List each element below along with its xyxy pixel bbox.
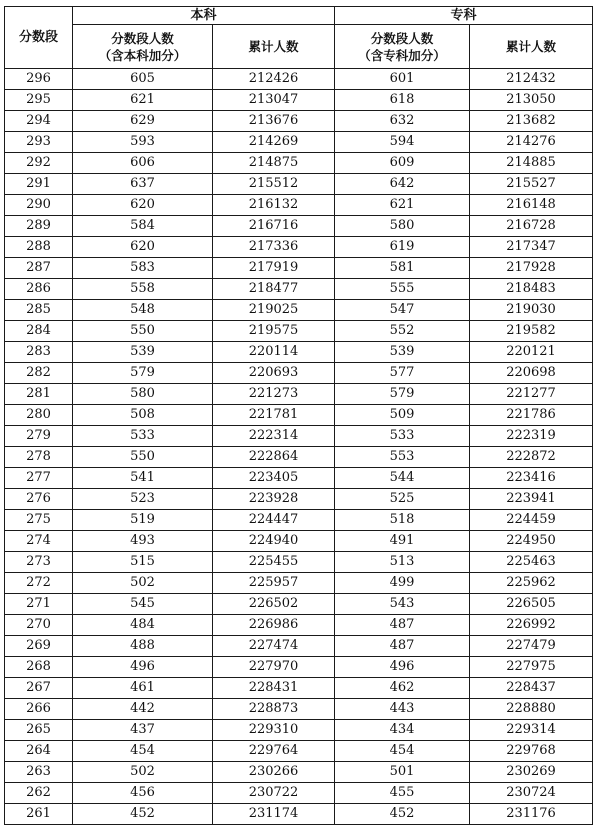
benke-count-cell: 558 (73, 279, 213, 300)
table-row (5, 678, 593, 699)
benke-count-cell: 493 (73, 531, 213, 552)
table-row (5, 573, 593, 594)
benke-cumulative-cell: 226502 (213, 594, 335, 615)
score-band-cell: 262 (5, 783, 73, 804)
benke-cumulative-cell: 218477 (213, 279, 335, 300)
score-band-cell: 291 (5, 174, 73, 195)
benke-cumulative-cell: 230266 (213, 762, 335, 783)
zhuanke-cumulative-cell: 221786 (470, 405, 593, 426)
benke-count-cell: 629 (73, 111, 213, 132)
benke-count-cell: 484 (73, 615, 213, 636)
zhuanke-count-cell: 601 (335, 69, 470, 90)
zhuanke-cumulative-cell: 220121 (470, 342, 593, 363)
zhuanke-cumulative-cell: 230269 (470, 762, 593, 783)
zhuanke-cumulative-cell: 222319 (470, 426, 593, 447)
benke-cumulative-cell: 224447 (213, 510, 335, 531)
zhuanke-count-cell: 544 (335, 468, 470, 489)
table-row (5, 552, 593, 573)
zhuanke-group-header: 专科 (335, 7, 593, 25)
zhuanke-count-cell: 581 (335, 258, 470, 279)
zhuanke-count-cell: 555 (335, 279, 470, 300)
score-distribution-table (4, 6, 593, 825)
benke-count-cell: 533 (73, 426, 213, 447)
header-row-top (5, 7, 593, 25)
zhuanke-cumulative-cell: 229314 (470, 720, 593, 741)
zhuanke-count-cell: 642 (335, 174, 470, 195)
zhuanke-count-cell: 580 (335, 216, 470, 237)
benke-group-header: 本科 (73, 7, 335, 25)
zhuanke-count-cell: 547 (335, 300, 470, 321)
zhuanke-cumulative-cell: 216148 (470, 195, 593, 216)
zhuanke-count-cell: 618 (335, 90, 470, 111)
benke-count-cell: 437 (73, 720, 213, 741)
score-band-cell: 275 (5, 510, 73, 531)
benke-count-cell: 502 (73, 573, 213, 594)
benke-count-cell: 620 (73, 237, 213, 258)
score-band-cell: 270 (5, 615, 73, 636)
table-row (5, 384, 593, 405)
benke-cumulative-cell: 213047 (213, 90, 335, 111)
benke-count-cell: 621 (73, 90, 213, 111)
zhuanke-count-cell: 609 (335, 153, 470, 174)
benke-cumulative-cell: 231174 (213, 804, 335, 825)
zhuanke-cumulative-cell: 228437 (470, 678, 593, 699)
benke-cumulative-cell: 217919 (213, 258, 335, 279)
zhuanke-count-header (335, 25, 470, 69)
zhuanke-cumulative-cell: 215527 (470, 174, 593, 195)
benke-count-cell: 580 (73, 384, 213, 405)
table-row (5, 195, 593, 216)
zhuanke-cumulative-cell: 217347 (470, 237, 593, 258)
zhuanke-count-cell: 509 (335, 405, 470, 426)
zhuanke-cumulative-cell: 219030 (470, 300, 593, 321)
zhuanke-cumulative-cell: 228880 (470, 699, 593, 720)
zhuanke-count-cell: 579 (335, 384, 470, 405)
benke-cumulative-cell: 224940 (213, 531, 335, 552)
score-band-cell: 274 (5, 531, 73, 552)
table-row (5, 132, 593, 153)
benke-count-cell: 515 (73, 552, 213, 573)
table-row (5, 426, 593, 447)
benke-cumulative-cell: 227970 (213, 657, 335, 678)
benke-count-cell: 545 (73, 594, 213, 615)
benke-cumulative-cell: 214269 (213, 132, 335, 153)
benke-count-cell: 579 (73, 363, 213, 384)
benke-cumulative-cell: 214875 (213, 153, 335, 174)
score-band-cell: 294 (5, 111, 73, 132)
score-band-cell: 261 (5, 804, 73, 825)
score-band-cell: 282 (5, 363, 73, 384)
zhuanke-count-header-line1: 分数段人数 (370, 30, 434, 46)
zhuanke-count-cell: 443 (335, 699, 470, 720)
score-band-cell: 295 (5, 90, 73, 111)
table-row (5, 237, 593, 258)
benke-cumulative-header: 累计人数 (213, 25, 335, 69)
score-band-cell: 290 (5, 195, 73, 216)
table-row (5, 657, 593, 678)
score-band-cell: 269 (5, 636, 73, 657)
table-row (5, 111, 593, 132)
zhuanke-cumulative-cell: 213050 (470, 90, 593, 111)
zhuanke-cumulative-cell: 222872 (470, 447, 593, 468)
zhuanke-count-cell: 632 (335, 111, 470, 132)
zhuanke-count-cell: 491 (335, 531, 470, 552)
score-band-cell: 286 (5, 279, 73, 300)
zhuanke-count-cell: 518 (335, 510, 470, 531)
score-band-cell: 271 (5, 594, 73, 615)
score-band-cell: 292 (5, 153, 73, 174)
benke-cumulative-cell: 222864 (213, 447, 335, 468)
score-band-cell: 276 (5, 489, 73, 510)
zhuanke-count-cell: 513 (335, 552, 470, 573)
zhuanke-count-cell: 594 (335, 132, 470, 153)
table-row (5, 762, 593, 783)
score-band-cell: 263 (5, 762, 73, 783)
zhuanke-cumulative-cell: 218483 (470, 279, 593, 300)
table-row (5, 594, 593, 615)
table-row (5, 804, 593, 825)
table-row (5, 321, 593, 342)
benke-cumulative-cell: 229764 (213, 741, 335, 762)
table-row (5, 90, 593, 111)
benke-count-cell: 583 (73, 258, 213, 279)
zhuanke-cumulative-cell: 231176 (470, 804, 593, 825)
zhuanke-cumulative-cell: 213682 (470, 111, 593, 132)
table-row (5, 741, 593, 762)
benke-count-header-line1: 分数段人数 (111, 30, 174, 46)
benke-count-cell: 456 (73, 783, 213, 804)
zhuanke-count-cell: 525 (335, 489, 470, 510)
benke-count-header (73, 25, 213, 69)
score-band-cell: 283 (5, 342, 73, 363)
zhuanke-cumulative-cell: 223416 (470, 468, 593, 489)
zhuanke-cumulative-cell: 226992 (470, 615, 593, 636)
benke-cumulative-cell: 226986 (213, 615, 335, 636)
zhuanke-cumulative-cell: 225463 (470, 552, 593, 573)
zhuanke-cumulative-cell: 214276 (470, 132, 593, 153)
benke-count-cell: 548 (73, 300, 213, 321)
benke-cumulative-cell: 220114 (213, 342, 335, 363)
score-band-cell: 285 (5, 300, 73, 321)
zhuanke-cumulative-cell: 225962 (470, 573, 593, 594)
score-band-cell: 267 (5, 678, 73, 699)
benke-count-cell: 606 (73, 153, 213, 174)
score-band-header: 分数段 (5, 7, 73, 69)
zhuanke-count-cell: 533 (335, 426, 470, 447)
zhuanke-cumulative-cell: 214885 (470, 153, 593, 174)
zhuanke-cumulative-cell: 224459 (470, 510, 593, 531)
score-band-cell: 266 (5, 699, 73, 720)
benke-count-cell: 496 (73, 657, 213, 678)
zhuanke-cumulative-cell: 212432 (470, 69, 593, 90)
table-row (5, 510, 593, 531)
benke-cumulative-cell: 228431 (213, 678, 335, 699)
benke-cumulative-cell: 219575 (213, 321, 335, 342)
benke-count-cell: 452 (73, 804, 213, 825)
score-band-cell: 281 (5, 384, 73, 405)
zhuanke-cumulative-cell: 217928 (470, 258, 593, 279)
zhuanke-cumulative-cell: 219582 (470, 321, 593, 342)
zhuanke-count-cell: 501 (335, 762, 470, 783)
benke-cumulative-cell: 229310 (213, 720, 335, 741)
zhuanke-count-cell: 434 (335, 720, 470, 741)
benke-count-cell: 605 (73, 69, 213, 90)
zhuanke-count-cell: 577 (335, 363, 470, 384)
table-row (5, 363, 593, 384)
benke-cumulative-cell: 216716 (213, 216, 335, 237)
benke-count-cell: 442 (73, 699, 213, 720)
score-band-cell: 296 (5, 69, 73, 90)
zhuanke-count-cell: 619 (335, 237, 470, 258)
zhuanke-count-cell: 487 (335, 636, 470, 657)
zhuanke-cumulative-cell: 224950 (470, 531, 593, 552)
zhuanke-count-cell: 552 (335, 321, 470, 342)
score-band-cell: 264 (5, 741, 73, 762)
score-band-cell: 278 (5, 447, 73, 468)
table-row (5, 258, 593, 279)
table-header (5, 7, 593, 69)
benke-count-cell: 508 (73, 405, 213, 426)
zhuanke-cumulative-cell: 226505 (470, 594, 593, 615)
score-band-cell: 277 (5, 468, 73, 489)
table-row (5, 405, 593, 426)
zhuanke-count-header-line2: （含专科加分） (358, 47, 446, 63)
table-row (5, 174, 593, 195)
benke-count-cell: 541 (73, 468, 213, 489)
zhuanke-cumulative-cell: 223941 (470, 489, 593, 510)
score-band-cell: 268 (5, 657, 73, 678)
benke-cumulative-cell: 230722 (213, 783, 335, 804)
table-row (5, 615, 593, 636)
zhuanke-count-cell: 452 (335, 804, 470, 825)
zhuanke-count-cell: 496 (335, 657, 470, 678)
score-band-cell: 279 (5, 426, 73, 447)
zhuanke-count-cell: 487 (335, 615, 470, 636)
zhuanke-count-cell: 454 (335, 741, 470, 762)
table-row (5, 783, 593, 804)
benke-cumulative-cell: 221781 (213, 405, 335, 426)
score-distribution-table-container (4, 6, 592, 825)
zhuanke-cumulative-cell: 227479 (470, 636, 593, 657)
benke-count-cell: 461 (73, 678, 213, 699)
table-row (5, 216, 593, 237)
benke-count-cell: 539 (73, 342, 213, 363)
benke-count-cell: 454 (73, 741, 213, 762)
zhuanke-cumulative-cell: 230724 (470, 783, 593, 804)
zhuanke-count-cell: 455 (335, 783, 470, 804)
benke-cumulative-cell: 220693 (213, 363, 335, 384)
benke-cumulative-cell: 223405 (213, 468, 335, 489)
table-row (5, 531, 593, 552)
score-band-cell: 289 (5, 216, 73, 237)
benke-count-cell: 550 (73, 447, 213, 468)
zhuanke-count-cell: 553 (335, 447, 470, 468)
benke-cumulative-cell: 219025 (213, 300, 335, 321)
table-row (5, 699, 593, 720)
benke-cumulative-cell: 227474 (213, 636, 335, 657)
score-band-cell: 287 (5, 258, 73, 279)
table-row (5, 300, 593, 321)
benke-cumulative-cell: 213676 (213, 111, 335, 132)
benke-cumulative-cell: 225455 (213, 552, 335, 573)
benke-cumulative-cell: 216132 (213, 195, 335, 216)
benke-count-cell: 550 (73, 321, 213, 342)
benke-cumulative-cell: 221273 (213, 384, 335, 405)
zhuanke-count-cell: 543 (335, 594, 470, 615)
benke-cumulative-cell: 225957 (213, 573, 335, 594)
table-row (5, 279, 593, 300)
benke-cumulative-cell: 223928 (213, 489, 335, 510)
score-band-cell: 280 (5, 405, 73, 426)
zhuanke-cumulative-header: 累计人数 (470, 25, 593, 69)
benke-count-cell: 620 (73, 195, 213, 216)
score-band-cell: 288 (5, 237, 73, 258)
benke-cumulative-cell: 217336 (213, 237, 335, 258)
benke-count-cell: 637 (73, 174, 213, 195)
zhuanke-cumulative-cell: 220698 (470, 363, 593, 384)
benke-cumulative-cell: 222314 (213, 426, 335, 447)
benke-count-cell: 488 (73, 636, 213, 657)
score-band-cell: 272 (5, 573, 73, 594)
zhuanke-count-cell: 539 (335, 342, 470, 363)
score-band-cell: 273 (5, 552, 73, 573)
score-band-cell: 284 (5, 321, 73, 342)
benke-cumulative-cell: 215512 (213, 174, 335, 195)
benke-count-cell: 593 (73, 132, 213, 153)
benke-count-header-line2: （含本科加分） (98, 47, 187, 63)
benke-cumulative-cell: 228873 (213, 699, 335, 720)
zhuanke-cumulative-cell: 229768 (470, 741, 593, 762)
zhuanke-count-cell: 499 (335, 573, 470, 594)
table-row (5, 69, 593, 90)
benke-count-cell: 584 (73, 216, 213, 237)
benke-count-cell: 502 (73, 762, 213, 783)
zhuanke-count-cell: 621 (335, 195, 470, 216)
table-row (5, 468, 593, 489)
zhuanke-cumulative-cell: 216728 (470, 216, 593, 237)
table-row (5, 636, 593, 657)
zhuanke-cumulative-cell: 227975 (470, 657, 593, 678)
table-row (5, 489, 593, 510)
score-band-cell: 265 (5, 720, 73, 741)
header-row-sub (5, 25, 593, 69)
score-band-cell: 293 (5, 132, 73, 153)
table-row (5, 342, 593, 363)
benke-count-cell: 523 (73, 489, 213, 510)
table-row (5, 447, 593, 468)
benke-count-cell: 519 (73, 510, 213, 531)
table-row (5, 153, 593, 174)
benke-cumulative-cell: 212426 (213, 69, 335, 90)
table-body (5, 69, 593, 825)
table-row (5, 720, 593, 741)
zhuanke-cumulative-cell: 221277 (470, 384, 593, 405)
zhuanke-count-cell: 462 (335, 678, 470, 699)
